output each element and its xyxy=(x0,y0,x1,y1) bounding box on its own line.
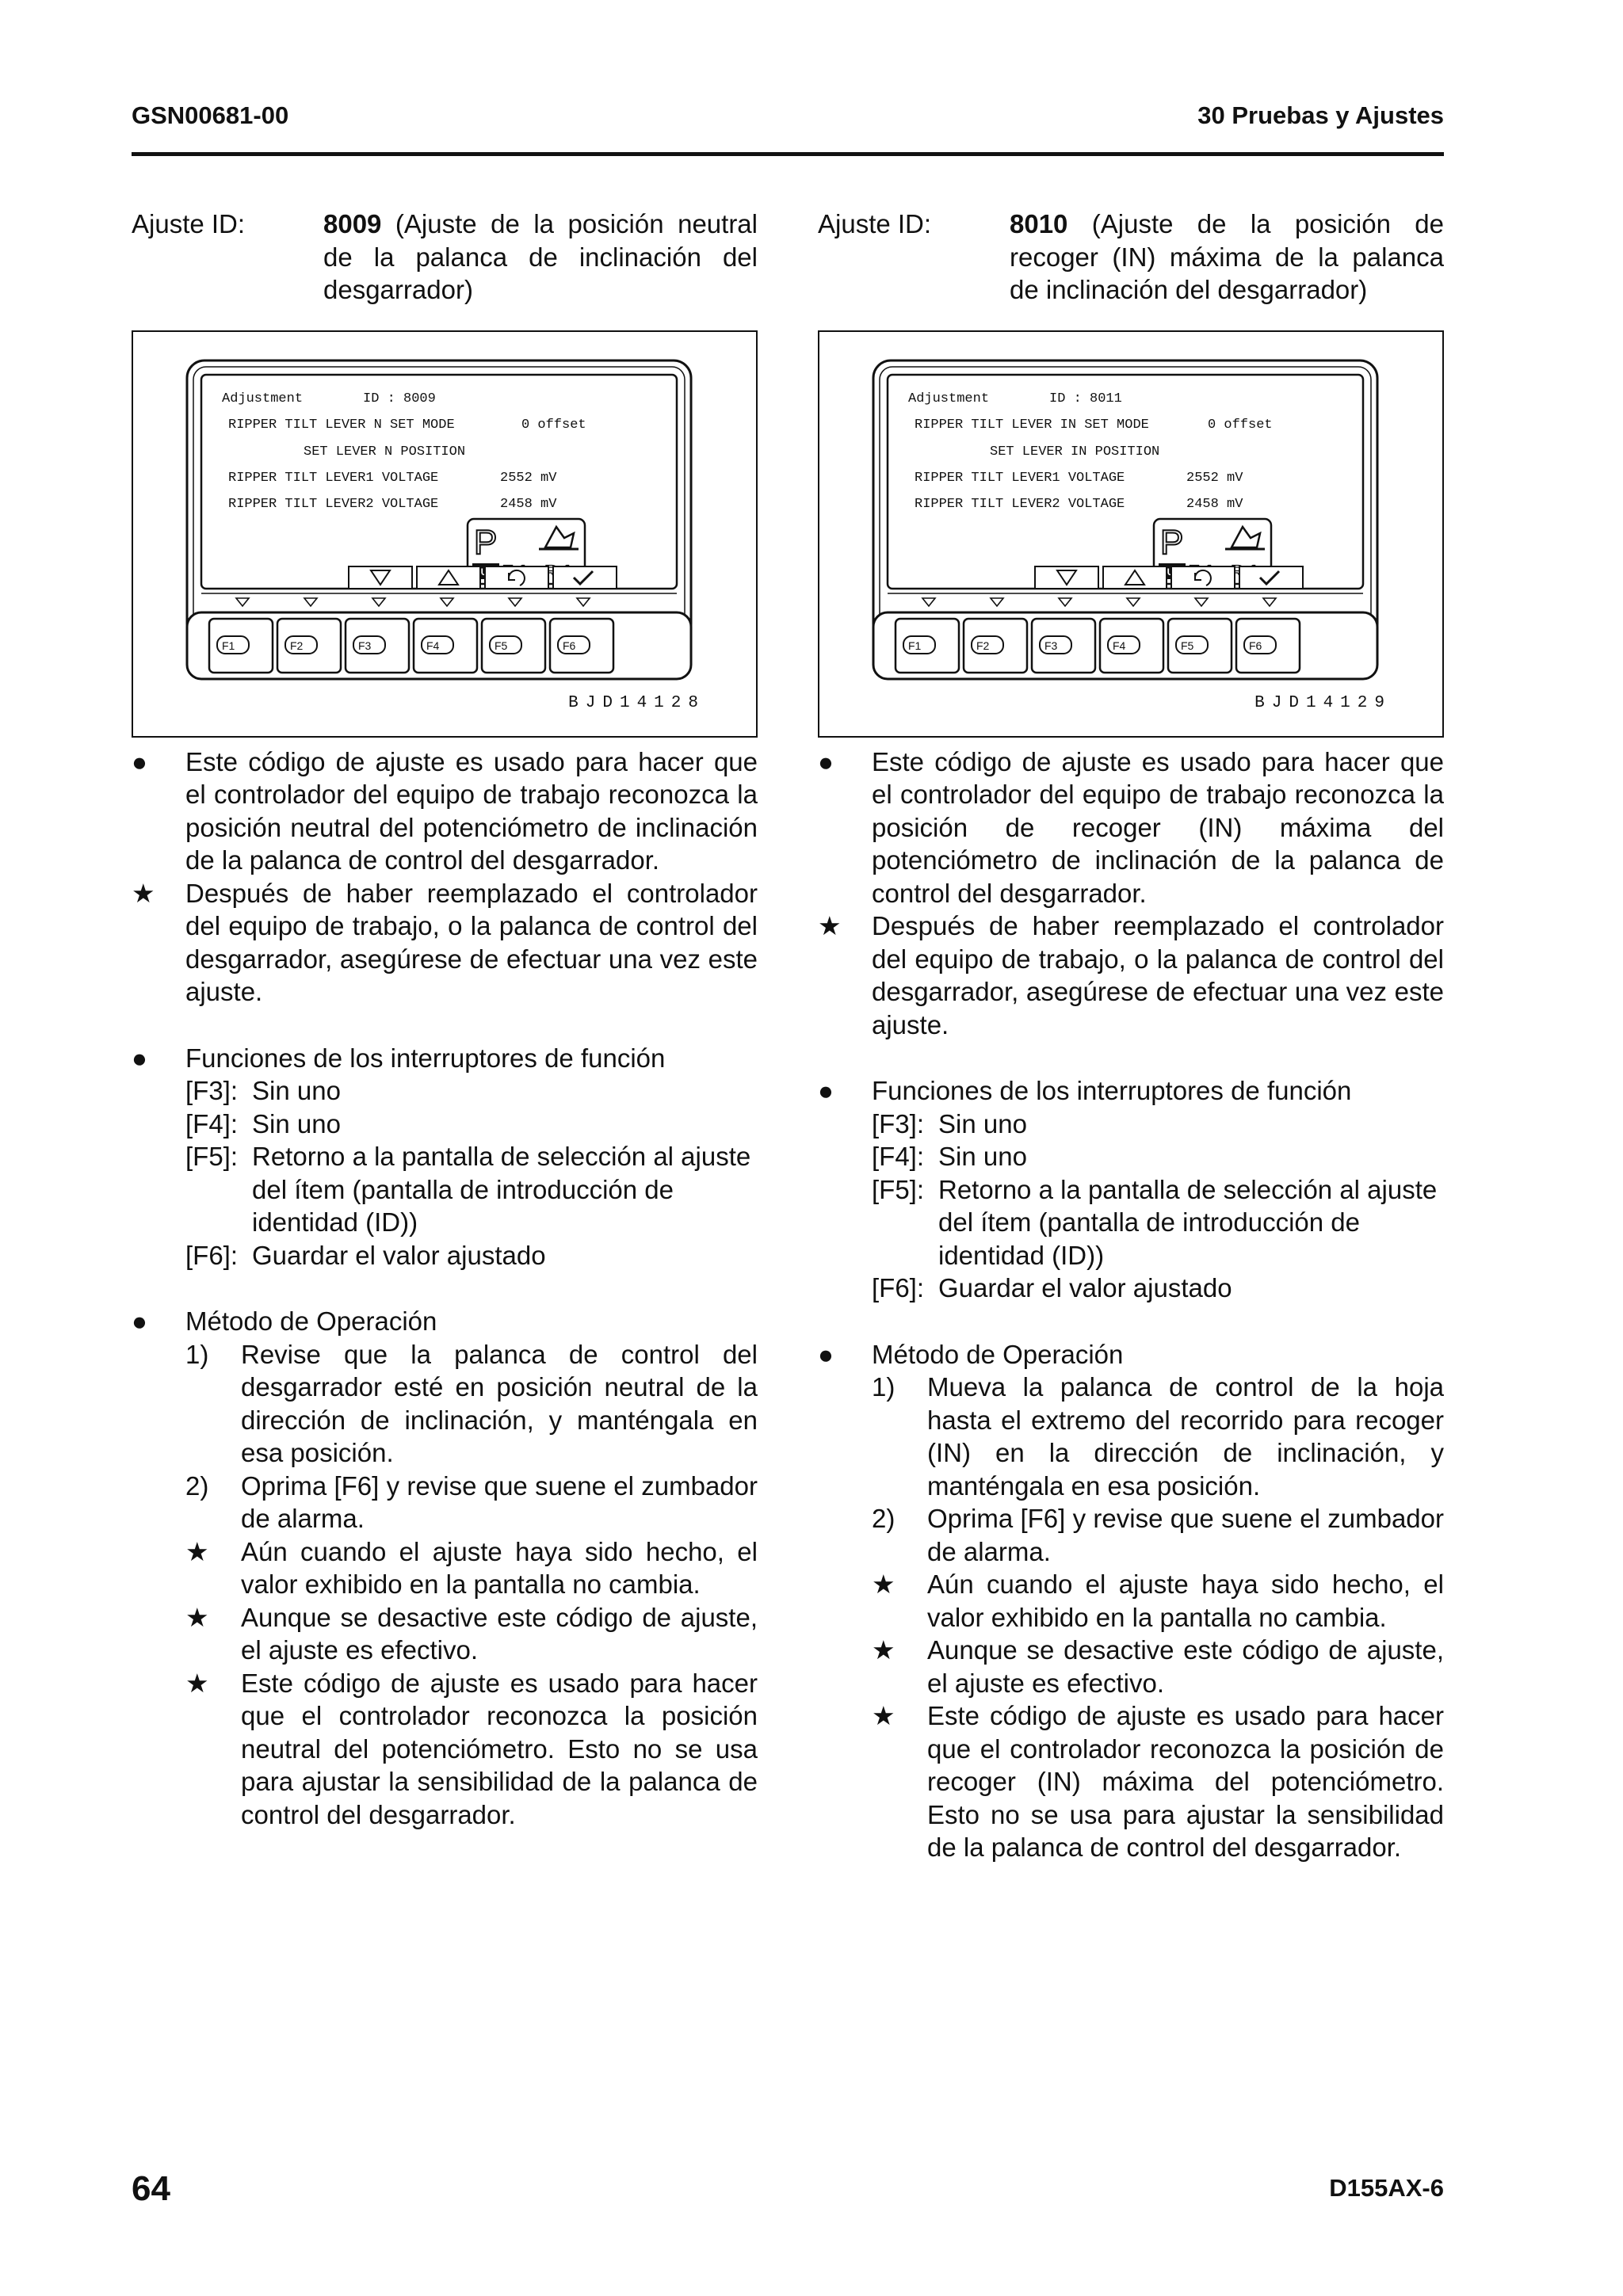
method-step xyxy=(818,1568,1444,1634)
step-text: Revise que la palanca de control del desgarrador esté en posición neutral de la dirección de inclinación, y manténgala en esa posición. xyxy=(241,1339,758,1467)
function-desc: Retorno a la pantalla de selección al ajuste del ítem (pantalla de introducción de identidad (ID)) xyxy=(252,1142,751,1237)
screen-mode: RIPPER TILT LEVER IN SET MODE xyxy=(915,417,1149,433)
function-desc: Retorno a la pantalla de selección al ajuste del ítem (pantalla de introducción de identidad (ID)) xyxy=(938,1174,1438,1270)
adjustment-description: (Ajuste de la posición neutral de la palanca de inclinación del desgarrador) xyxy=(323,209,758,304)
function-list xyxy=(132,1074,758,1272)
star-icon: ★ xyxy=(818,911,842,940)
adjustment-label: Ajuste ID: xyxy=(818,209,932,238)
method-step xyxy=(818,1371,1444,1502)
screen-voltage2-value: 2458 mV xyxy=(1186,496,1243,512)
adjustment-id: 8010 xyxy=(1010,209,1068,238)
screen-title: Adjustment xyxy=(222,391,304,406)
functions-heading xyxy=(132,1042,758,1075)
model-code: D155AX-6 xyxy=(1329,2174,1444,2202)
bullet-icon: ● xyxy=(132,1043,147,1073)
star-note xyxy=(132,877,758,1009)
function-key: [F4]: xyxy=(872,1142,925,1171)
function-key: [F4]: xyxy=(185,1108,239,1138)
header-rule xyxy=(132,152,1444,156)
parking-indicator: P xyxy=(474,522,498,562)
step-marker: ★ xyxy=(185,1602,209,1632)
function-key-label: F4 xyxy=(1113,639,1126,652)
screen-voltage2-value: 2458 mV xyxy=(500,496,557,512)
step-text: Aunque se desactive este código de ajuste, el ajuste es efectivo. xyxy=(241,1602,758,1665)
function-item xyxy=(872,1108,1444,1141)
functions-title: Funciones de los interruptores de función xyxy=(872,1076,1352,1105)
function-item xyxy=(185,1074,758,1108)
method-step xyxy=(132,1535,758,1601)
function-key-f2[interactable] xyxy=(277,619,341,673)
functions-heading xyxy=(818,1074,1444,1108)
function-key-f3[interactable] xyxy=(1032,619,1095,673)
screen-title: Adjustment xyxy=(908,391,990,406)
function-list xyxy=(818,1108,1444,1305)
screen-id: ID : 8011 xyxy=(1049,391,1122,406)
screen-instruction: SET LEVER N POSITION xyxy=(304,444,466,460)
step-marker: ★ xyxy=(872,1701,896,1730)
step-text: Mueva la palanca de control de la hoja hasta el extremo del recorrido para recoger (IN) en la dirección de inclinación, y manténgala en esa posición. xyxy=(927,1372,1444,1501)
screen-voltage1-label: RIPPER TILT LEVER1 VOLTAGE xyxy=(915,470,1125,486)
step-text: Aún cuando el ajuste haya sido hecho, el valor exhibido en la pantalla no cambia. xyxy=(241,1536,758,1599)
method-title: Método de Operación xyxy=(185,1306,437,1336)
star-note xyxy=(818,910,1444,1041)
adjustment-label: Ajuste ID: xyxy=(132,209,246,238)
function-key-f6[interactable] xyxy=(1236,619,1300,673)
function-key-label: F5 xyxy=(1181,639,1194,652)
function-item xyxy=(185,1108,758,1141)
screen-voltage1-label: RIPPER TILT LEVER1 VOLTAGE xyxy=(228,470,439,486)
function-item xyxy=(872,1272,1444,1305)
method-heading xyxy=(818,1338,1444,1371)
bullet-description xyxy=(132,746,758,877)
step-text: Oprima [F6] y revise que suene el zumbador de alarma. xyxy=(241,1470,758,1533)
monitor-illustration xyxy=(133,332,756,736)
bullet-icon: ● xyxy=(818,746,834,776)
function-key-f1[interactable] xyxy=(209,619,273,673)
bullet-description xyxy=(818,746,1444,910)
bullet-icon: ● xyxy=(818,1076,834,1105)
star-text: Después de haber reemplazado el controlador del equipo de trabajo, o la palanca de control del desgarrador, asegúrese de efectuar una vez este ajuste. xyxy=(872,911,1444,1039)
monitor-figure xyxy=(132,330,758,738)
step-text: Aunque se desactive este código de ajuste, el ajuste es efectivo. xyxy=(927,1635,1444,1698)
adjustment-id: 8009 xyxy=(323,209,382,238)
method-step xyxy=(818,1699,1444,1864)
step-text: Aún cuando el ajuste haya sido hecho, el valor exhibido en la pantalla no cambia. xyxy=(927,1569,1444,1632)
method-step xyxy=(132,1601,758,1667)
method-step xyxy=(818,1502,1444,1568)
function-item xyxy=(185,1140,758,1239)
left-column xyxy=(132,208,758,1831)
screen-mode: RIPPER TILT LEVER N SET MODE xyxy=(228,417,455,433)
step-marker: ★ xyxy=(185,1536,209,1566)
monitor-illustration xyxy=(819,332,1442,736)
function-desc: Sin uno xyxy=(252,1108,341,1138)
screen-voltage2-label: RIPPER TILT LEVER2 VOLTAGE xyxy=(915,496,1125,512)
functions-title: Funciones de los interruptores de función xyxy=(185,1043,666,1073)
screen-voltage1-value: 2552 mV xyxy=(1186,470,1243,486)
method-title: Método de Operación xyxy=(872,1339,1124,1369)
right-column xyxy=(818,208,1444,1864)
star-icon: ★ xyxy=(132,878,155,908)
adjustment-description: (Ajuste de la posición de recoger (IN) máxima de la palanca de inclinación del desgarrador) xyxy=(1010,209,1444,304)
method-step xyxy=(818,1634,1444,1699)
function-key: [F5]: xyxy=(185,1142,239,1171)
section-title: 30 Pruebas y Ajustes xyxy=(1197,101,1444,129)
function-key: [F3]: xyxy=(872,1108,925,1138)
bullet-text: Este código de ajuste es usado para hacer que el controlador del equipo de trabajo reconozca la posición de recoger (IN) máxima del potenciómetro de inclinación de la palanca de control del desgarrador. xyxy=(872,746,1444,908)
function-key: [F6]: xyxy=(185,1240,239,1270)
function-key-label: F3 xyxy=(1044,639,1058,652)
doc-code: GSN00681-00 xyxy=(132,101,289,129)
function-item xyxy=(872,1173,1444,1272)
bullet-icon: ● xyxy=(818,1339,834,1369)
method-step xyxy=(132,1470,758,1535)
function-key: [F5]: xyxy=(872,1174,925,1204)
function-key-f4[interactable] xyxy=(1100,619,1163,673)
step-text: Este código de ajuste es usado para hacer que el controlador reconozca la posición neutral del potenciómetro. Esto no se usa para ajustar la sensibilidad de la palanca de control del desgarrador. xyxy=(241,1668,758,1829)
adjustment-heading xyxy=(132,208,758,307)
function-key: [F3]: xyxy=(185,1076,239,1105)
star-text: Después de haber reemplazado el controlador del equipo de trabajo, o la palanca de control del desgarrador, asegúrese de efectuar una vez este ajuste. xyxy=(185,878,758,1006)
screen-offset: 0 offset xyxy=(1208,417,1273,433)
function-desc: Sin uno xyxy=(938,1108,1027,1138)
function-desc: Guardar el valor ajustado xyxy=(938,1273,1232,1302)
function-desc: Sin uno xyxy=(938,1142,1027,1171)
method-heading xyxy=(132,1305,758,1338)
function-key-label: F6 xyxy=(1249,639,1262,652)
step-marker: ★ xyxy=(872,1569,896,1599)
screen-voltage2-label: RIPPER TILT LEVER2 VOLTAGE xyxy=(228,496,439,512)
adjustment-heading xyxy=(818,208,1444,307)
method-step xyxy=(132,1338,758,1470)
function-key: [F6]: xyxy=(872,1273,925,1302)
page-number: 64 xyxy=(132,2169,170,2208)
function-key-label: F3 xyxy=(358,639,372,652)
screen-id: ID : 8009 xyxy=(363,391,436,406)
function-key-label: F1 xyxy=(908,639,922,652)
screen-offset: 0 offset xyxy=(521,417,586,433)
function-key-f5[interactable] xyxy=(482,619,545,673)
function-key-f4[interactable] xyxy=(414,619,477,673)
figure-code: BJD14129 xyxy=(1254,694,1392,712)
step-text: Este código de ajuste es usado para hacer que el controlador reconozca la posición de recoger (IN) máxima del potenciómetro. Esto no se usa para ajustar la sensibilidad de la palanca de control del desgarrador. xyxy=(927,1701,1444,1862)
bullet-icon: ● xyxy=(132,1306,147,1336)
function-key-f5[interactable] xyxy=(1168,619,1232,673)
step-marker: 2) xyxy=(872,1504,896,1533)
function-desc: Guardar el valor ajustado xyxy=(252,1240,546,1270)
function-key-label: F2 xyxy=(976,639,990,652)
function-key-f2[interactable] xyxy=(964,619,1027,673)
step-marker: ★ xyxy=(185,1668,209,1698)
function-key-f1[interactable] xyxy=(896,619,959,673)
screen-voltage1-value: 2552 mV xyxy=(500,470,557,486)
function-key-f6[interactable] xyxy=(550,619,613,673)
function-key-label: F2 xyxy=(290,639,304,652)
method-step xyxy=(132,1667,758,1832)
step-marker: 2) xyxy=(185,1470,209,1501)
parking-indicator: P xyxy=(1160,522,1184,562)
bullet-icon: ● xyxy=(132,746,147,776)
function-item xyxy=(872,1140,1444,1173)
step-marker: 1) xyxy=(872,1372,896,1402)
step-text: Oprima [F6] y revise que suene el zumbador de alarma. xyxy=(927,1504,1444,1566)
function-desc: Sin uno xyxy=(252,1076,341,1105)
function-key-label: F6 xyxy=(563,639,576,652)
function-key-label: F1 xyxy=(222,639,235,652)
function-key-label: F4 xyxy=(426,639,440,652)
step-marker: 1) xyxy=(185,1339,209,1369)
screen-instruction: SET LEVER IN POSITION xyxy=(990,444,1160,460)
function-item xyxy=(185,1239,758,1272)
bullet-text: Este código de ajuste es usado para hacer que el controlador del equipo de trabajo reconozca la posición neutral del potenciómetro de inclinación de la palanca de control del desgarrador. xyxy=(185,746,758,875)
figure-code: BJD14128 xyxy=(568,694,705,712)
function-key-label: F5 xyxy=(495,639,508,652)
step-marker: ★ xyxy=(872,1635,896,1665)
function-key-f3[interactable] xyxy=(346,619,409,673)
monitor-figure xyxy=(818,330,1444,738)
